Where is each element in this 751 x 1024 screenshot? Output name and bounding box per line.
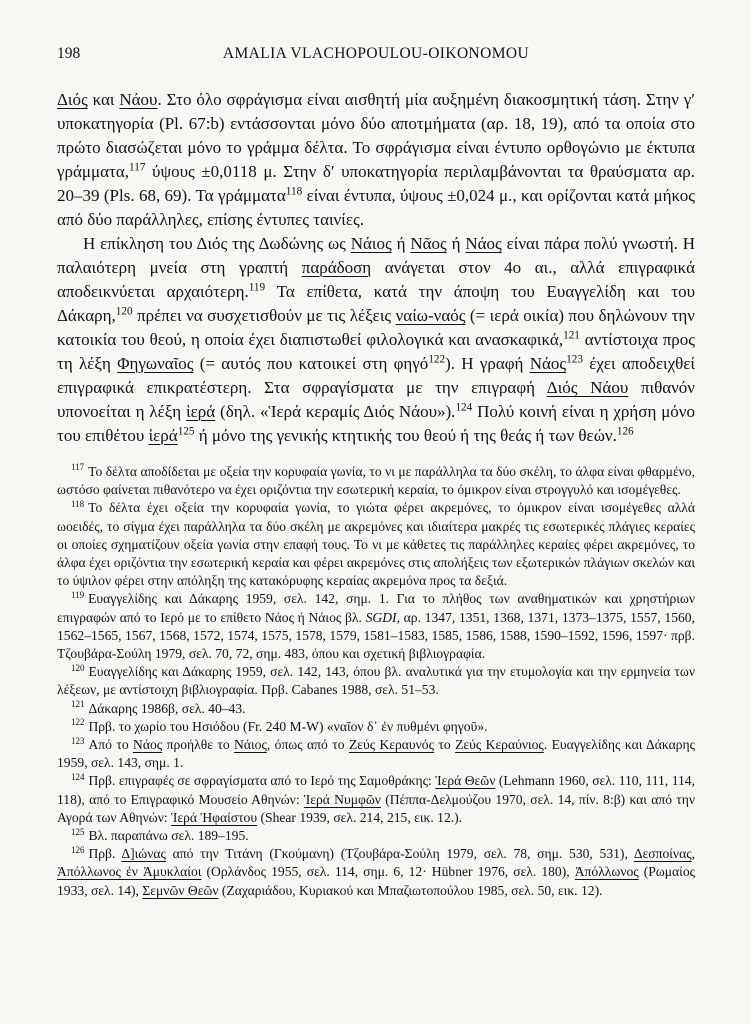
- footnote-ref: 123: [566, 353, 583, 366]
- footnote-122: [57, 718, 695, 736]
- text-run: ανάγεται στον 4ο αι., αλλά επιγραφικά αποδεικνύεται αρχαιότερη.: [57, 258, 695, 301]
- footnote-ref: 125: [177, 425, 195, 438]
- page-header: [57, 44, 695, 63]
- footnote-119: [57, 590, 695, 663]
- text-run: είναι πάρα πολύ γνωστή. Η παλαιότερη μνεία στη γραπτή: [57, 234, 696, 277]
- underlined-term: Ζεύς Κεραύνιος: [455, 737, 544, 753]
- footnote-ref: 124: [455, 401, 473, 414]
- underlined-term: Φηγωναῖος: [117, 354, 194, 373]
- text-run: Η επίκληση του Διός της Δωδώνης ως: [83, 234, 351, 253]
- text-run: ύψους ±0,0118 μ. Στην δ′ υποκατηγορία περιλαμβάνονται τα θραύσματα αρ. 20–39 (Pls. 68, 69). Τα γράμματα: [57, 162, 695, 205]
- underlined-term: Σεμνῶν Θεῶν: [142, 882, 219, 898]
- footnote-118: [57, 499, 695, 590]
- footnote-number: 120: [71, 662, 85, 673]
- text-run: προήλθε το: [162, 737, 235, 753]
- text-run: ή: [391, 234, 411, 253]
- underlined-term: Ἱερά Νυμφῶν: [303, 791, 381, 807]
- text-run: Ευαγγελίδης και Δάκαρης 1959, σελ. 142, 143, όπου βλ. αναλυτικά για την ετυμολογία και την ερμηνεία των λέξεων, με αντίστοιχη βιβλιογραφία. Πρβ. Cabanes 1988, σελ. 51–53.: [57, 664, 695, 698]
- text-run: Πολύ κοινή είναι η χρήση μόνο του επιθέτου: [57, 402, 695, 445]
- underlined-term: Δεσποίνας: [633, 846, 692, 862]
- footnote-number: 124: [71, 771, 85, 782]
- text-run: αντίστοιχα προς τη λέξη: [57, 330, 696, 373]
- footnote-126: [57, 845, 695, 900]
- running-head-author: AMALIA VLACHOPOULOU-OIKONOMOU: [222, 45, 530, 62]
- underlined-term: Δ]ιώνας: [121, 846, 166, 862]
- text-run: και: [87, 90, 120, 109]
- underlined-term: Νάος: [465, 234, 502, 253]
- text-run: (Lehmann 1960, σελ. 110, 111, 114, 118), από το Επιγραφικό Μουσείο Αθηνών:: [57, 773, 695, 807]
- underlined-term: Διός Νάου: [546, 378, 629, 397]
- text-run: ή μόνο της γενικής κτητικής του θεού ή της θεάς ή των θεών.: [194, 426, 617, 445]
- paragraph: [57, 88, 695, 232]
- text-run: (δηλ. «Ἱερά κεραμίς Διός Νάου»).: [215, 402, 456, 421]
- underlined-term: Νᾶος: [410, 234, 447, 253]
- footnote-ref: 118: [285, 185, 303, 198]
- footnote-ref: 121: [563, 329, 580, 342]
- text-run: Πρβ.: [88, 846, 122, 862]
- text-run: Πρβ. το χωρίο του Ησιόδου (Fr. 240 M-W) «ναῖον δ᾽ ἐν πυθμένι φηγοῦ».: [88, 718, 488, 734]
- text-run: από την Τιτάνη (Γκούμανη) (Τζουβάρα-Σούλη 1979, σελ. 78, σημ. 530, 531),: [165, 846, 634, 862]
- underlined-term: Ζεύς Κεραυνός: [348, 737, 434, 753]
- underlined-term: Νάιος: [350, 234, 392, 253]
- text-run: ). Η γραφή: [445, 354, 530, 373]
- text-run: Από το: [88, 737, 134, 753]
- footnote-number: 125: [71, 826, 85, 837]
- underlined-term: Νάος: [133, 737, 163, 753]
- text-run: Το δέλτα αποδίδεται με οξεία την κορυφαία γωνία, το νι με παράλληλα τα δύο σκέλη, το άλφα είναι φθαρμένο, ωστόσο φαίνεται πιθανότερο να έχει οριζόντια την εσωτερική κεραία, το όμικρον είναι στρογγυλό και ισομέγεθες.: [57, 464, 695, 498]
- footnote-number: 118: [71, 498, 85, 509]
- text-run: έχει αποδειχθεί επιγραφικά επικρατέστερη. Στα σφραγίσματα με την επιγραφή: [57, 354, 695, 397]
- footnote-121: [57, 700, 695, 718]
- text-run: , όπως από το: [266, 737, 349, 753]
- underlined-term: Διός: [57, 90, 88, 109]
- text-run: πρέπει να συσχετισθούν με τις λέξεις: [132, 306, 396, 325]
- text-run: (Πέππα-Δελμούζου 1970, σελ. 14, πίν. 8:β) και από την Αγορά των Αθηνών:: [57, 791, 696, 825]
- footnote-123: [57, 736, 695, 772]
- footnote-125: [57, 827, 695, 845]
- text-run: Δάκαρης 1986β, σελ. 40–43.: [88, 700, 246, 716]
- text-run: . Ευαγγελίδης και Δάκαρης 1959, σελ. 143, σημ. 1.: [57, 737, 696, 771]
- footnote-ref: 119: [248, 281, 266, 294]
- text-run: (Ρωμαίος 1933, σελ. 14),: [57, 864, 695, 898]
- text-run: Πρβ. επιγραφές σε σφραγίσματα από το Ιερό της Σαμοθράκης:: [88, 773, 436, 789]
- text-run: Ευαγγελίδης και Δάκαρης 1959, σελ. 142, σημ. 1. Για το πλήθος των αναθηματικών και χρηστήριων επιγραφών από το Ιερό με το επίθετο Νάος ή Νάιος βλ.: [57, 591, 695, 625]
- footnote-ref: 120: [115, 305, 133, 318]
- footnote-number: 123: [71, 735, 85, 746]
- underlined-term: Νάος: [529, 354, 567, 373]
- text-run: (Ορλάνδος 1955, σελ. 114, σημ. 6, 12· Hübner 1976, σελ. 180),: [201, 864, 575, 880]
- footnote-number: 121: [71, 699, 85, 710]
- footnote-ref: 126: [616, 425, 634, 438]
- text-run: (Ζαχαριάδου, Κυριακού και Μπαζιωτοπούλου 1985, σελ. 50, εικ. 12).: [218, 882, 603, 898]
- underlined-term: Ἱερά Θεῶν: [435, 773, 496, 789]
- text-run: SGDI: [365, 609, 397, 625]
- underlined-term: Νάου: [119, 90, 158, 109]
- underlined-term: παράδοση: [301, 258, 372, 277]
- text-run: (= ιερά οικία) που δηλώνουν την κατοικία του θεού, η οποία έχει διαπιστωθεί φιλολογικά και ανασκαφικά,: [57, 306, 695, 349]
- underlined-term: Ἀπόλλωνος ἐν Ἀμυκλαίοι: [57, 864, 202, 880]
- text-run: Τα επίθετα, κατά την άποψη του Ευαγγελίδη και του Δάκαρη,: [57, 282, 695, 325]
- footnote-ref: 117: [129, 161, 146, 174]
- footnote-117: [57, 463, 695, 499]
- footnotes-section: [57, 463, 695, 900]
- paragraph: [57, 232, 695, 448]
- footnote-number: 117: [71, 462, 85, 473]
- footnote-ref: 122: [428, 353, 446, 366]
- underlined-term: ἱερά: [148, 426, 178, 445]
- text-run: , αρ. 1347, 1351, 1368, 1371, 1373–1375, 1557, 1560, 1562–1565, 1567, 1568, 1572, 1574, 1575, 1578, 1579, 1581–1583, 1585, 1586, 1588, 1590–1592, 1596, 1597· πρβ. Τζουβάρα-Σούλη 1979, σελ. 70, 72, σημ. 483, όπου και σχετική βιβλιογραφία.: [57, 609, 695, 662]
- underlined-term: Ἀπόλλωνος: [574, 864, 639, 880]
- text-run: Βλ. παραπάνω σελ. 189–195.: [88, 828, 249, 844]
- text-run: . Στο όλο σφράγισμα είναι αισθητή μία αυξημένη διακοσμητική τάση. Στην γ′ υποκατηγορία (Pl. 67:b) εντάσσονται μόνο δύο αποτμήματα (αρ. 18, 19), από τα οποία στο πρώτο διασώζεται μόνο το γράμμα δέλτα. Το σφράγισμα είναι έντυπο ορθογώνιο με έκτυπα γράμματα,: [57, 90, 695, 181]
- text-run: (= αυτός που κατοικεί στη φηγό: [193, 354, 429, 373]
- footnote-number: 119: [71, 589, 85, 600]
- main-text: [57, 88, 695, 448]
- text-run: ,: [691, 846, 695, 862]
- footnote-124: [57, 772, 695, 827]
- page-number: 198: [57, 45, 81, 62]
- underlined-term: ἱερά: [186, 402, 216, 421]
- underlined-term: Νάιος: [234, 737, 267, 753]
- footnote-number: 126: [71, 844, 85, 855]
- underlined-term: Ἱερά Ἡφαίστου: [171, 809, 258, 825]
- footnote-number: 122: [71, 717, 85, 728]
- text-run: Το δέλτα έχει οξεία την κορυφαία γωνία, το γιώτα φέρει ακρεμόνες, το όμικρον είναι ισομέγεθες αλλά ωοειδές, το σίγμα έχει παράλληλα τα δύο σκέλη με ακρεμόνες και ιδιαίτερα μακρές τις εσωτερικές πλάγιες κεραίες οι οποίες σχηματίζουν οξεία γωνία στην επαφή τους. Το νι με κάθετες τις παράλληλες κεραίες φέρει ακρεμόνες, το άλφα έχει οριζόντια την εσωτερική κεραία και φέρει ακρεμόνες στις απολήξεις των εξωτερικών πλάγιων σκελών και το ύψιλον φέρει στην απόληξη της κατακόρυφης κεραίας ακρεμόνα προς τα δεξιά.: [57, 500, 695, 589]
- text-run: πιθανόν υπονοείται η λέξη: [57, 378, 695, 421]
- footnote-120: [57, 663, 695, 699]
- text-run: το: [434, 737, 456, 753]
- text-run: ή: [446, 234, 466, 253]
- underlined-term: ναίω-ναός: [395, 306, 466, 325]
- text-run: (Shear 1939, σελ. 214, 215, εικ. 12.).: [257, 809, 463, 825]
- text-run: είναι έντυπα, ύψους ±0,024 μ., και ορίζονται κατά μήκος από δύο παράλληλες, επίσης έντυπες ταινίες.: [57, 186, 695, 229]
